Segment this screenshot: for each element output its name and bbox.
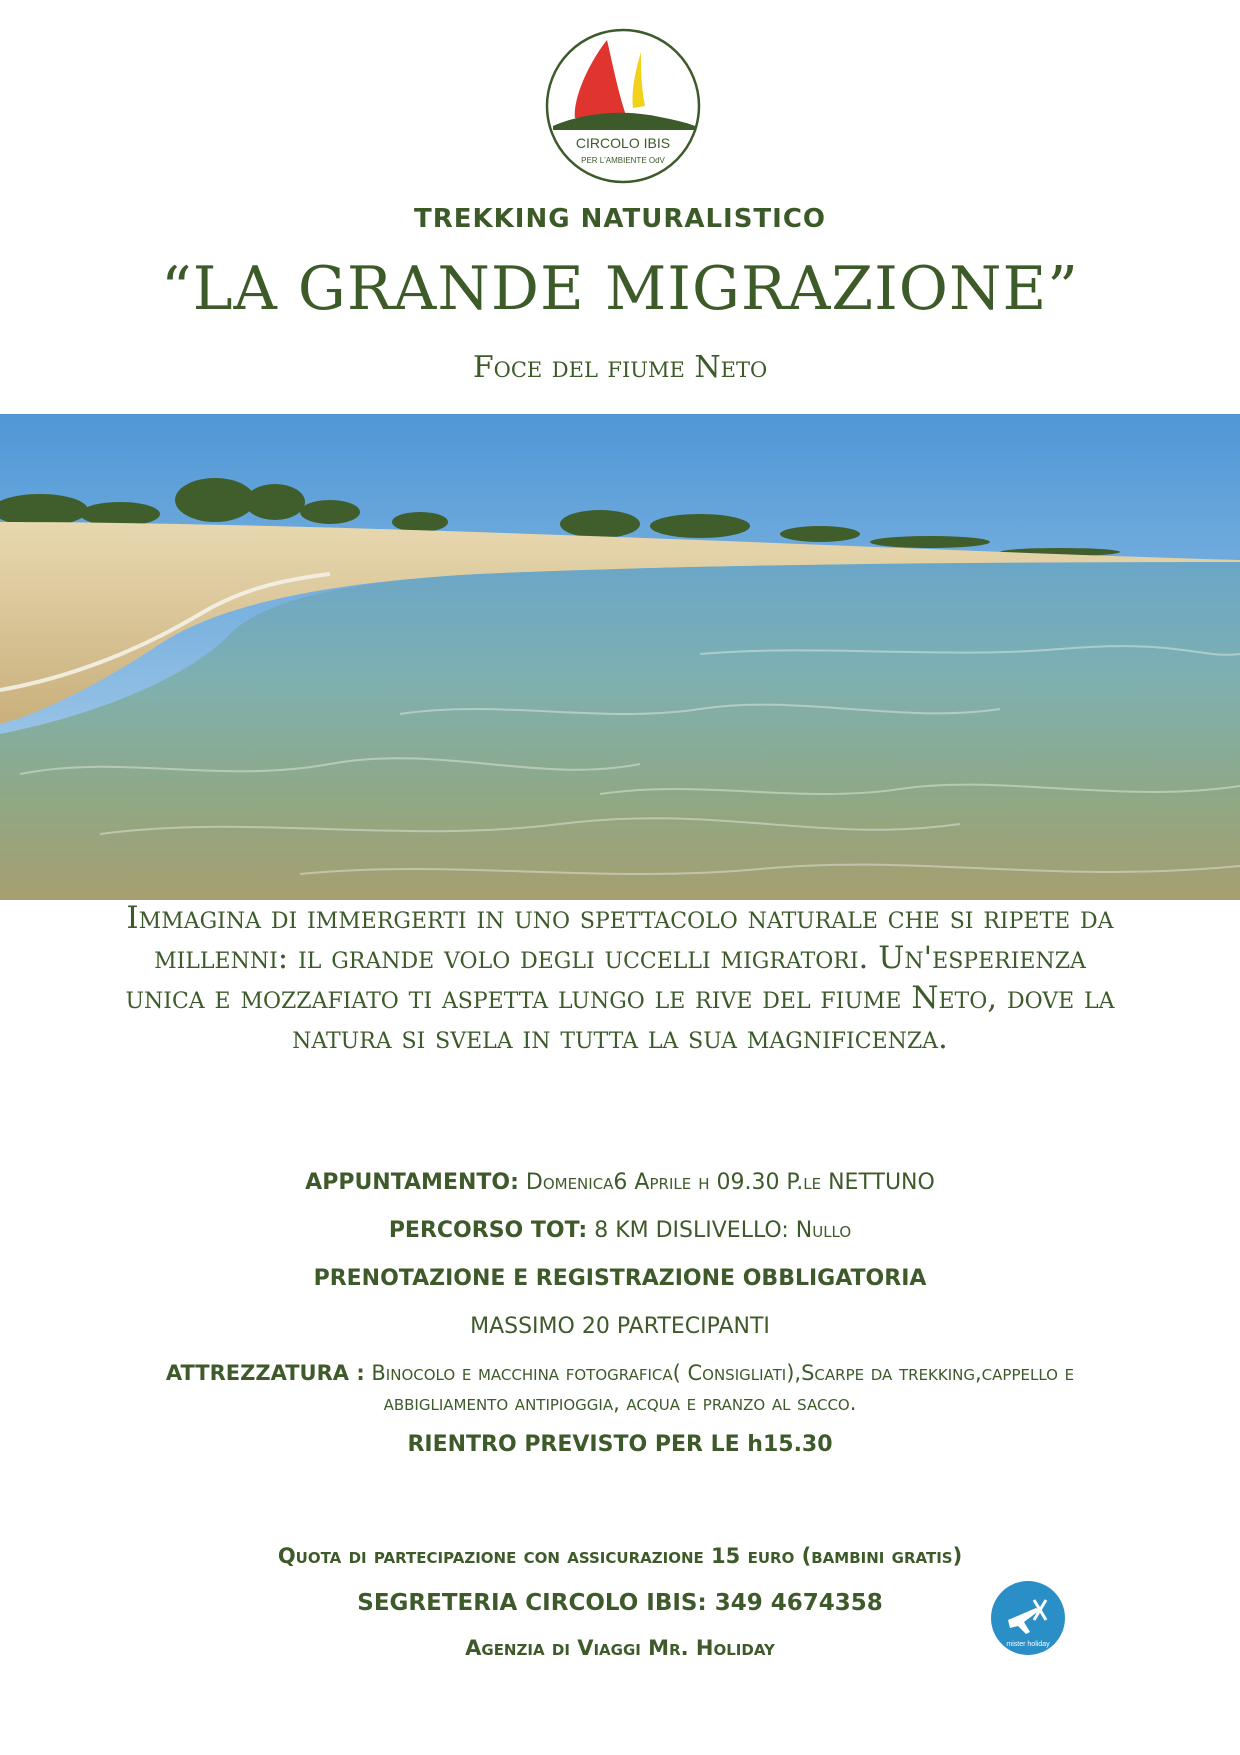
badge-text: mister holiday: [1006, 1641, 1050, 1648]
travel-agency: Agenzia di Viaggi Mr. Holiday: [465, 1636, 775, 1660]
equipment-info: [120, 1358, 1120, 1418]
route-value: 8 KM DISLIVELLO: Nullo: [587, 1218, 852, 1243]
route-info: [0, 1218, 1240, 1243]
equipment-value: Binocolo e macchina fotografica( Consigliati),Scarpe da trekking,cappello e abbigliamento antipioggia, acqua e pranzo al sacco.: [364, 1361, 1075, 1415]
equipment-label: ATTREZZATURA :: [165, 1361, 365, 1385]
logo-tagline: PER L'AMBIENTE OdV: [581, 156, 665, 165]
appointment-label: APPUNTAMENTO:: [305, 1170, 519, 1195]
mister-holiday-logo: [990, 1580, 1066, 1656]
page-title: “LA GRANDE MIGRAZIONE”: [161, 254, 1079, 324]
appointment-info: [0, 1170, 1240, 1195]
event-description: Immagina di immergerti in uno spettacolo naturale che si ripete da millenni: il grande volo degli uccelli migratori. Un'esperienza unica e mozzafiato ti aspetta lungo le rive del fiume Neto, dove la natura si svela in tutta la sua magnificenza.: [125, 900, 1115, 1056]
max-participants: MASSIMO 20 PARTECIPANTI: [470, 1314, 770, 1339]
appointment-value: Domenica6 Aprile h 09.30 P.le NETTUNO: [518, 1170, 935, 1195]
logo-name: CIRCOLO IBIS: [575, 135, 671, 151]
return-time: RIENTRO PREVISTO PER LE h15.30: [407, 1432, 833, 1457]
secretariat-contact: SEGRETERIA CIRCOLO IBIS: 349 4674358: [357, 1590, 883, 1616]
participation-fee: Quota di partecipazione con assicurazione 15 euro (bambini gratis): [277, 1544, 963, 1568]
route-label: PERCORSO TOT:: [388, 1218, 588, 1243]
beach-photo: [0, 414, 1240, 900]
circolo-ibis-logo: [535, 26, 711, 186]
booking-required: PRENOTAZIONE E REGISTRAZIONE OBBLIGATORIA: [313, 1266, 927, 1291]
event-type: TREKKING NATURALISTICO: [413, 204, 827, 234]
event-location: Foce del fiume Neto: [472, 350, 768, 385]
